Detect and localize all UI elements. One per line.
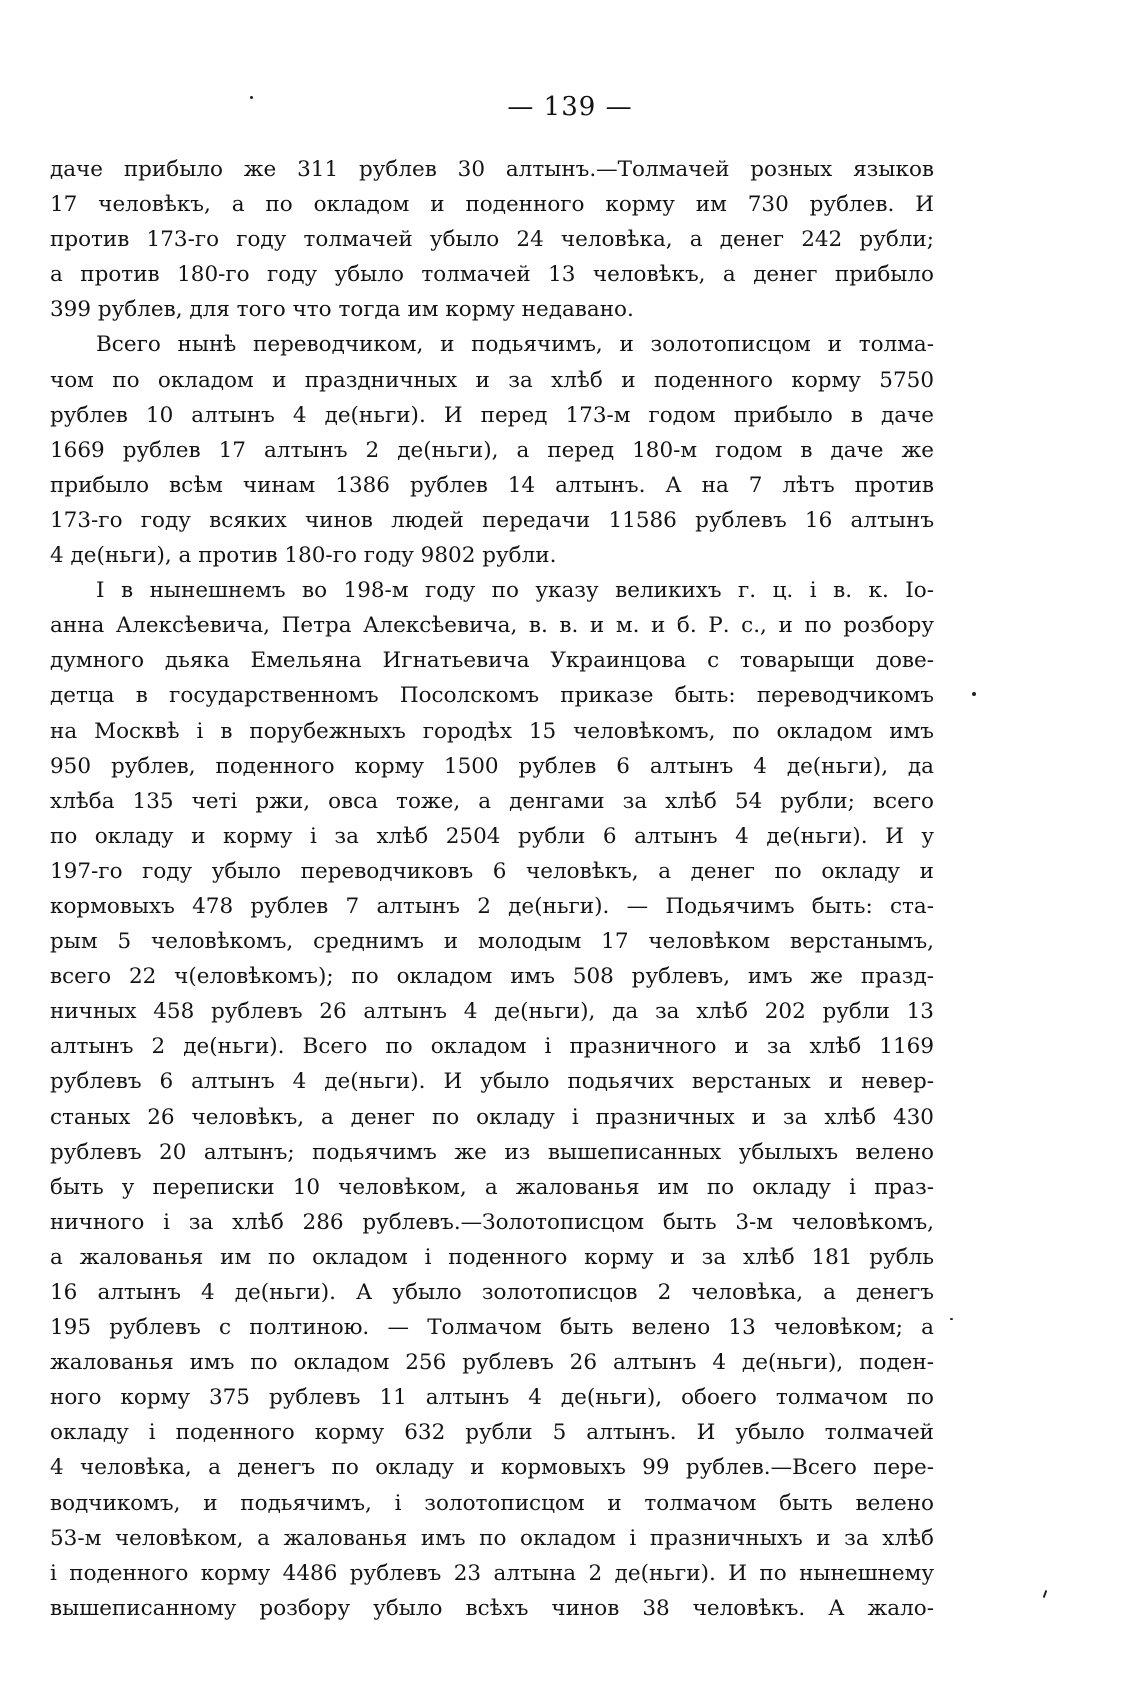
text-line: водчикомъ, и подьячимъ, і золотописцом и толмачом быть велено	[50, 1490, 934, 1516]
text-line: рублевъ 6 алтынъ 4 де(ньги). И убыло подьячих верстаных и невер-	[50, 1069, 934, 1095]
text-line: против 173-го году толмачей убыло 24 человѣка, а денег 242 рубли;	[50, 227, 934, 253]
text-line: анна Алексѣевича, Петра Алексѣевича, в. в. и м. и б. Р. с., и по розбору	[50, 613, 934, 639]
text-line: ничных 458 рублевъ 26 алтынъ 4 де(ньги), да за хлѣб 202 рубли 13	[50, 999, 934, 1025]
text-line: прибыло всѣм чинам 1386 рублев 14 алтынъ. А на 7 лѣтъ против	[50, 472, 934, 498]
scan-speck	[950, 1318, 953, 1320]
text-line: всего 22 ч(еловѣкомъ); по окладом имъ 508 рублевъ, имъ же празд-	[50, 964, 934, 990]
text-line: 1669 рублев 17 алтынъ 2 де(ньги), а перед 180-м годом в даче же	[50, 437, 934, 463]
text-line: даче прибыло же 311 рублев 30 алтынъ.—Толмачей розных языков	[50, 157, 934, 182]
scan-speck	[250, 96, 253, 99]
text-line: станых 26 человѣкъ, а денег по окладу і празничных и за хлѣб 430	[50, 1104, 934, 1130]
text-line: 4 человѣка, а денегъ по окладу и кормовыхъ 99 рублев.—Всего пере-	[50, 1455, 934, 1481]
scan-speck	[1043, 1590, 1048, 1598]
body-text	[50, 152, 934, 1626]
text-line: рублевъ 20 алтынъ; подьячимъ же из вышеписанных убылыхъ велено	[50, 1139, 934, 1165]
text-line: 4 де(ньги), а против 180-го году 9802 рубли.	[50, 543, 557, 569]
paragraph-first-line: І в нынешнемъ во 198-м году по указу великихъ г. ц. і в. к. Іо-	[96, 578, 934, 604]
text-line: ного корму 375 рублевъ 11 алтынъ 4 де(ньги), обоего толмачом по	[50, 1385, 934, 1411]
text-line: 195 рублевъ с полтиною. — Толмачом быть велено 13 человѣком; а	[50, 1315, 934, 1341]
text-line: 950 рублев, поденного корму 1500 рублев 6 алтынъ 4 де(ньги), да	[50, 753, 934, 779]
text-line: і поденного корму 4486 рублевъ 23 алтына 2 де(ньги). И по нынешнему	[50, 1560, 934, 1586]
page-number: — 139 —	[507, 92, 633, 122]
text-line: детца в государственномъ Посолскомъ приказе быть: переводчикомъ	[50, 683, 934, 709]
text-line: на Москвѣ і в порубежныхъ городѣх 15 человѣкомъ, по окладом имъ	[50, 718, 934, 744]
paragraph-first-line: Всего нынѣ переводчиком, и подьячимъ, и золотописцом и толма-	[96, 332, 934, 358]
text-line: думного дьяка Емельяна Игнатьевича Украинцова с товарыщи дове-	[50, 648, 934, 674]
text-line: рым 5 человѣкомъ, среднимъ и молодым 17 человѣком верстанымъ,	[50, 929, 934, 955]
text-line: жалованья имъ по окладом 256 рублевъ 26 алтынъ 4 де(ньги), поден-	[50, 1350, 934, 1376]
text-line: 399 рублев, для того что тогда им корму недавано.	[50, 297, 634, 323]
text-line: окладу і поденного корму 632 рубли 5 алтынъ. И убыло толмачей	[50, 1420, 934, 1446]
text-line: быть у переписки 10 человѣком, а жалованья им по окладу і праз-	[50, 1174, 934, 1200]
text-line: вышеписанному розбору убыло всѣхъ чинов 38 человѣкъ. А жало-	[50, 1595, 934, 1621]
text-line: а жалованья им по окладом і поденного корму и за хлѣб 181 рубль	[50, 1244, 934, 1270]
text-line: 197-го году убыло переводчиковъ 6 человѣкъ, а денег по окладу и	[50, 858, 934, 884]
text-line: кормовыхъ 478 рублев 7 алтынъ 2 де(ньги). — Подьячимъ быть: ста-	[50, 893, 934, 919]
text-line: 53-м человѣком, а жалованья имъ по окладом і празничныхъ и за хлѣб	[50, 1525, 934, 1551]
text-line: 173-го году всяких чинов людей передачи 11586 рублевъ 16 алтынъ	[50, 507, 934, 533]
text-line: чом по окладом и праздничных и за хлѣб и поденного корму 5750	[50, 367, 934, 393]
text-line: ничного і за хлѣб 286 рублевъ.—Золотописцом быть 3-м человѣкомъ,	[50, 1209, 934, 1235]
text-line: рублев 10 алтынъ 4 де(ньги). И перед 173-м годом прибыло в даче	[50, 402, 934, 428]
text-line: алтынъ 2 де(ньги). Всего по окладом і празничного и за хлѣб 1169	[50, 1034, 934, 1060]
text-line: хлѣба 135 четі ржи, овса тоже, а денгами за хлѣб 54 рубли; всего	[50, 788, 934, 814]
text-line: 17 человѣкъ, а по окладом и поденного корму им 730 рублев. И	[50, 192, 934, 218]
text-line: а против 180-го году убыло толмачей 13 человѣкъ, а денег прибыло	[50, 262, 934, 288]
scan-speck	[972, 692, 976, 696]
text-line: по окладу и корму і за хлѣб 2504 рубли 6 алтынъ 4 де(ньги). И у	[50, 823, 934, 849]
text-line: 16 алтынъ 4 де(ньги). А убыло золотописцов 2 человѣка, а денегъ	[50, 1280, 934, 1305]
